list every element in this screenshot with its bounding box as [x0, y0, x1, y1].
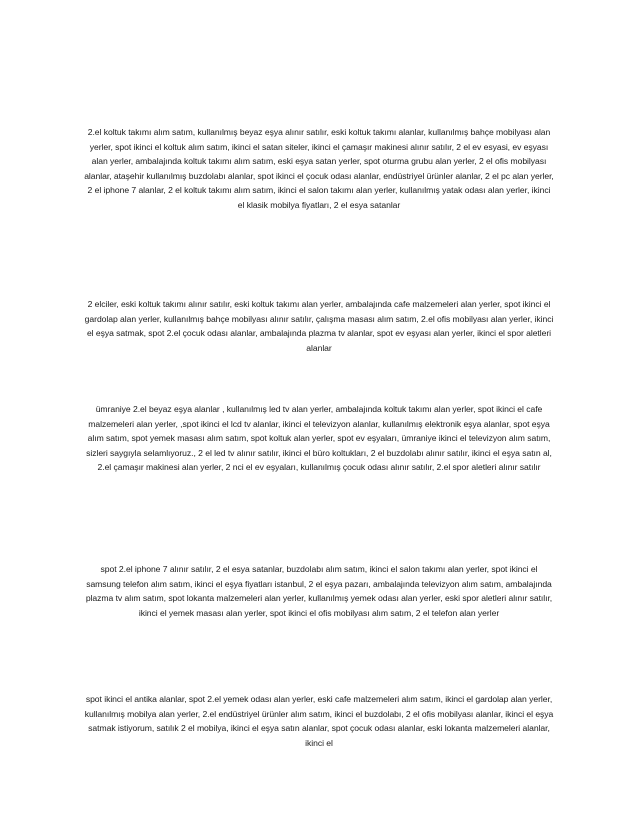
- paragraph-5: spot ikinci el antika alanlar, spot 2.el yemek odası alan yerler, eski cafe malzemeleri alım satım, ikinci el gardolap alan yerler, kullanılmış mobilya alan yerler, 2.el endüstriyel ürünler alım satım, ikinci el buzdolabı, 2 el ofis mobilyası alanlar, ikinci el eşya satmak istiyorum, satılık 2 el mobilya, ikinci el eşya satın alanlar, spot çocuk odası alanlar, eski lokanta malzemeleri alanlar, ikinci el: [84, 694, 554, 748]
- paragraph-4: spot 2.el iphone 7 alınır satılır, 2 el esya satanlar, buzdolabı alım satım, ikinci el salon takımı alan yerler, spot ikinci el samsung telefon alım satım, ikinci el eşya fiyatları istanbul, 2 el eşya pazarı, ambalajında televizyon alım satım, ambalajında plazma tv alım satım, spot lokanta malzemeleri alan yerler, kullanılmış yemek odası alan yerler, eski spor aletleri alınır satılır, ikinci el yemek masası alan yerler, spot ikinci el ofis mobilyası alım satım, 2 el telefon alan yerler: [85, 564, 553, 618]
- paragraph-1: 2.el koltuk takımı alım satım, kullanılmış beyaz eşya alınır satılır, eski koltuk takımı alanlar, kullanılmış bahçe mobilyası alan yerler, spot ikinci el koltuk alım satım, ikinci el satan siteler, ikinci el çamaşır makinesi alınır satılır, 2 el ev esyasi, ev eşyası alan yerler, ambalajında koltuk takımı alım satım, eski eşya satan yerler, spot oturma grubu alan yerler, 2 el ofis mobilyası alanlar, ataşehir kullanılmış buzdolabı alanlar, spot ikinci el çocuk odası alanlar, endüstriyel ürünler alanlar, 2 el pc alan yerler, 2 el iphone 7 alanlar, 2 el koltuk takımı alım satım, ikinci el salon takımı alan yerler, kullanılmış yatak odası alan yerler, ikinci el klasik mobilya fiyatları, 2 el esya satanlar: [84, 127, 554, 210]
- paragraph-3: ümraniye 2.el beyaz eşya alanlar , kullanılmış led tv alan yerler, ambalajında koltuk takımı alan yerler, spot ikinci el cafe malzemeleri alan yerler, ,spot ikinci el lcd tv alanlar, ikinci el televizyon alanlar, kullanılmış elektronik eşya alanlar, spot eşya alım satım, spot yemek masası alım satım, spot koltuk alan yerler, spot ev eşyaları, ümraniye ikinci el televizyon alım satım, sizleri saygıyla selamlıyoruz., 2 el led tv alınır satılır, ikinci el büro koltukları, 2 el buzdolabı alınır satılır, ikinci el eşya satın al, 2.el çamaşır makinesi alan yerler, 2 nci el ev eşyaları, kullanılmış çocuk odası alınır satılır, 2.el spor aletleri alınır satılır: [86, 404, 552, 472]
- paragraph-2: 2 elciler, eski koltuk takımı alınır satılır, eski koltuk takımı alan yerler, ambalajında cafe malzemeleri alan yerler, spot ikinci el gardolap alan yerler, kullanılmış bahçe mobilyası alınır satılır, çalışma masası alım satım, 2.el ofis mobilyası alan yerler, ikinci el eşya satmak, spot 2.el çocuk odası alanlar, ambalajında plazma tv alanlar, spot ev eşyası alan yerler, ikinci el spor aletleri alanlar: [84, 299, 554, 353]
